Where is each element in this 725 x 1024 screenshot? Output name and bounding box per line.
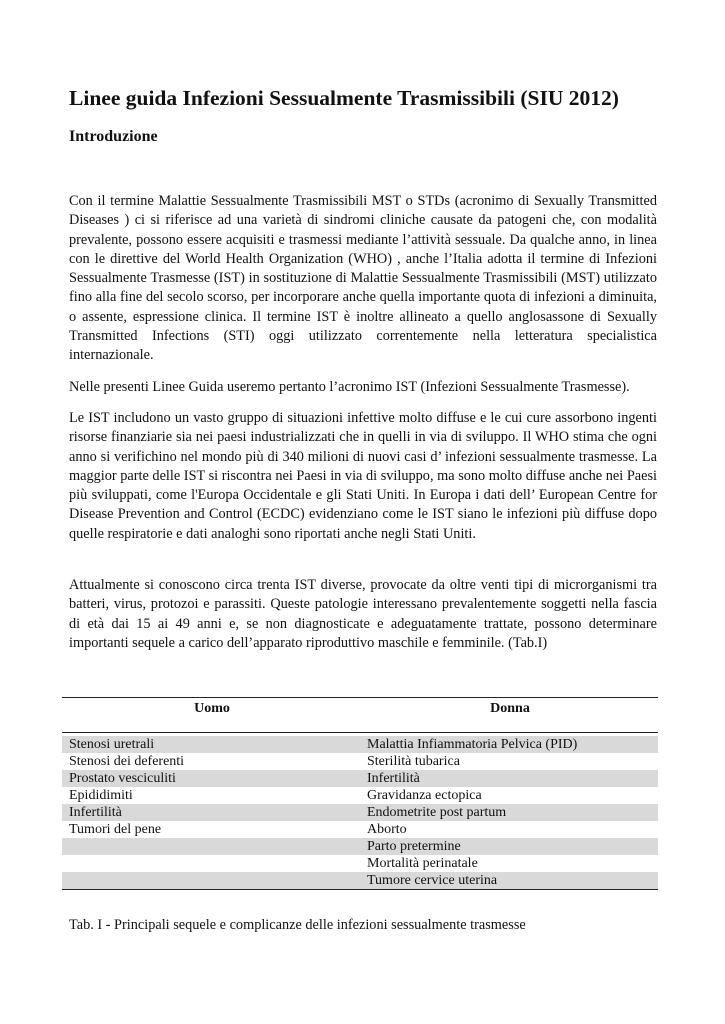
paragraph-intro: Con il termine Malattie Sessualmente Trasmissibili MST o STDs (acronimo di Sexually Transmitted Diseases ) ci si riferisce ad una varietà di sindromi cliniche causate da patogeni che, con modalità prevalente, possono essere acquisiti e trasmessi mediante l’attività sessuale. Da qualche anno, in linea con le direttive del World Health Organization (WHO) , anche l’Italia adotta il termine di Infezioni Sessualmente Trasmesse (IST) in sostituzione di Malattie Sessualmente Trasmissibili (MST) utilizzato fino alla fine del secolo scorso, per incorporare anche quella importante quota di infezioni a diminuita, o assente, espressione clinica. Il termine IST è inoltre allineato a quello anglosassone di Sexually Transmitted Infections (STI) oggi utilizzato correntemente nella letteratura specialistica internazionale. [69,193,657,364]
section-heading: Introduzione [69,128,158,145]
table-cell-uomo: Stenosi uretrali [69,737,155,752]
table-cell-uomo: Prostato vesciculiti [69,771,176,786]
table-row [62,770,658,787]
paragraph-acronym: Nelle presenti Linee Guida useremo pertanto l’acronimo IST (Infezioni Sessualmente Trasmesse). [69,379,630,395]
paragraph-pathogens: Attualmente si conoscono circa trenta IST diverse, provocate da oltre venti tipi di microrganismi tra batteri, virus, protozoi e parassiti. Queste patologie interessano prevalentemente soggetti nella fascia di età dai 15 ai 49 anni e, se non diagnosticate e adeguatamente trattate, possono determinare importanti sequele a carico dell’apparato riproduttivo maschile e femminile. (Tab.I) [69,577,657,651]
table-header [62,697,658,733]
table-cell-donna: Tumore cervice uterina [367,873,498,888]
table-cell-uomo: Stenosi dei deferenti [69,754,185,769]
table-cell-uomo [62,855,360,872]
table-row [62,787,658,804]
sequelae-table [62,697,658,890]
table-row [62,872,658,890]
table-cell-uomo: Epididimiti [69,788,133,803]
table-cell-uomo [62,838,360,855]
table-row [62,804,658,821]
table-row [62,753,658,770]
table-cell-donna: Malattia Infiammatoria Pelvica (PID) [367,737,578,752]
table-cell-donna: Endometrite post partum [367,805,507,820]
column-header-uomo: Uomo [194,701,230,716]
table-cell-donna: Mortalità perinatale [367,856,478,871]
table-cell-uomo [62,872,360,889]
table-cell-donna: Infertilità [367,771,420,786]
table-row [62,838,658,855]
table-cell-donna: Aborto [367,822,407,837]
table-cell-uomo: Tumori del pene [69,822,162,837]
table-row [62,736,658,753]
table-cell-uomo: Infertilità [69,805,122,820]
table-cell-donna: Parto pretermine [367,839,461,854]
document-title: Linee guida Infezioni Sessualmente Trasmissibili (SIU 2012) [69,86,619,110]
table-caption: Tab. I - Principali sequele e complicanze delle infezioni sessualmente trasmesse [69,917,526,933]
paragraph-epidemiology: Le IST includono un vasto gruppo di situazioni infettive molto diffuse e le cui cure assorbono ingenti risorse finanziarie sia nei paesi industrializzati che in quelli in via di sviluppo. Il WHO stima che ogni anno si verifichino nel mondo più di 340 milioni di nuovi casi d’ infezioni sessualmente trasmesse. La maggior parte delle IST si riscontra nei Paesi in via di sviluppo, ma sono molto diffuse anche nei Paesi più sviluppati, come l'Europa Occidentale e gli Stati Uniti. In Europa i dati dell’ European Centre for Disease Prevention and Control (ECDC) evidenziano come le IST siano le infezioni più diffuse dopo quelle respiratorie e dati analoghi sono riportati anche negli Stati Uniti. [69,410,657,542]
table-cell-donna: Sterilità tubarica [367,754,460,769]
table-row [62,855,658,872]
column-header-donna: Donna [490,701,530,716]
table-row [62,821,658,838]
table-cell-donna: Gravidanza ectopica [367,788,482,803]
